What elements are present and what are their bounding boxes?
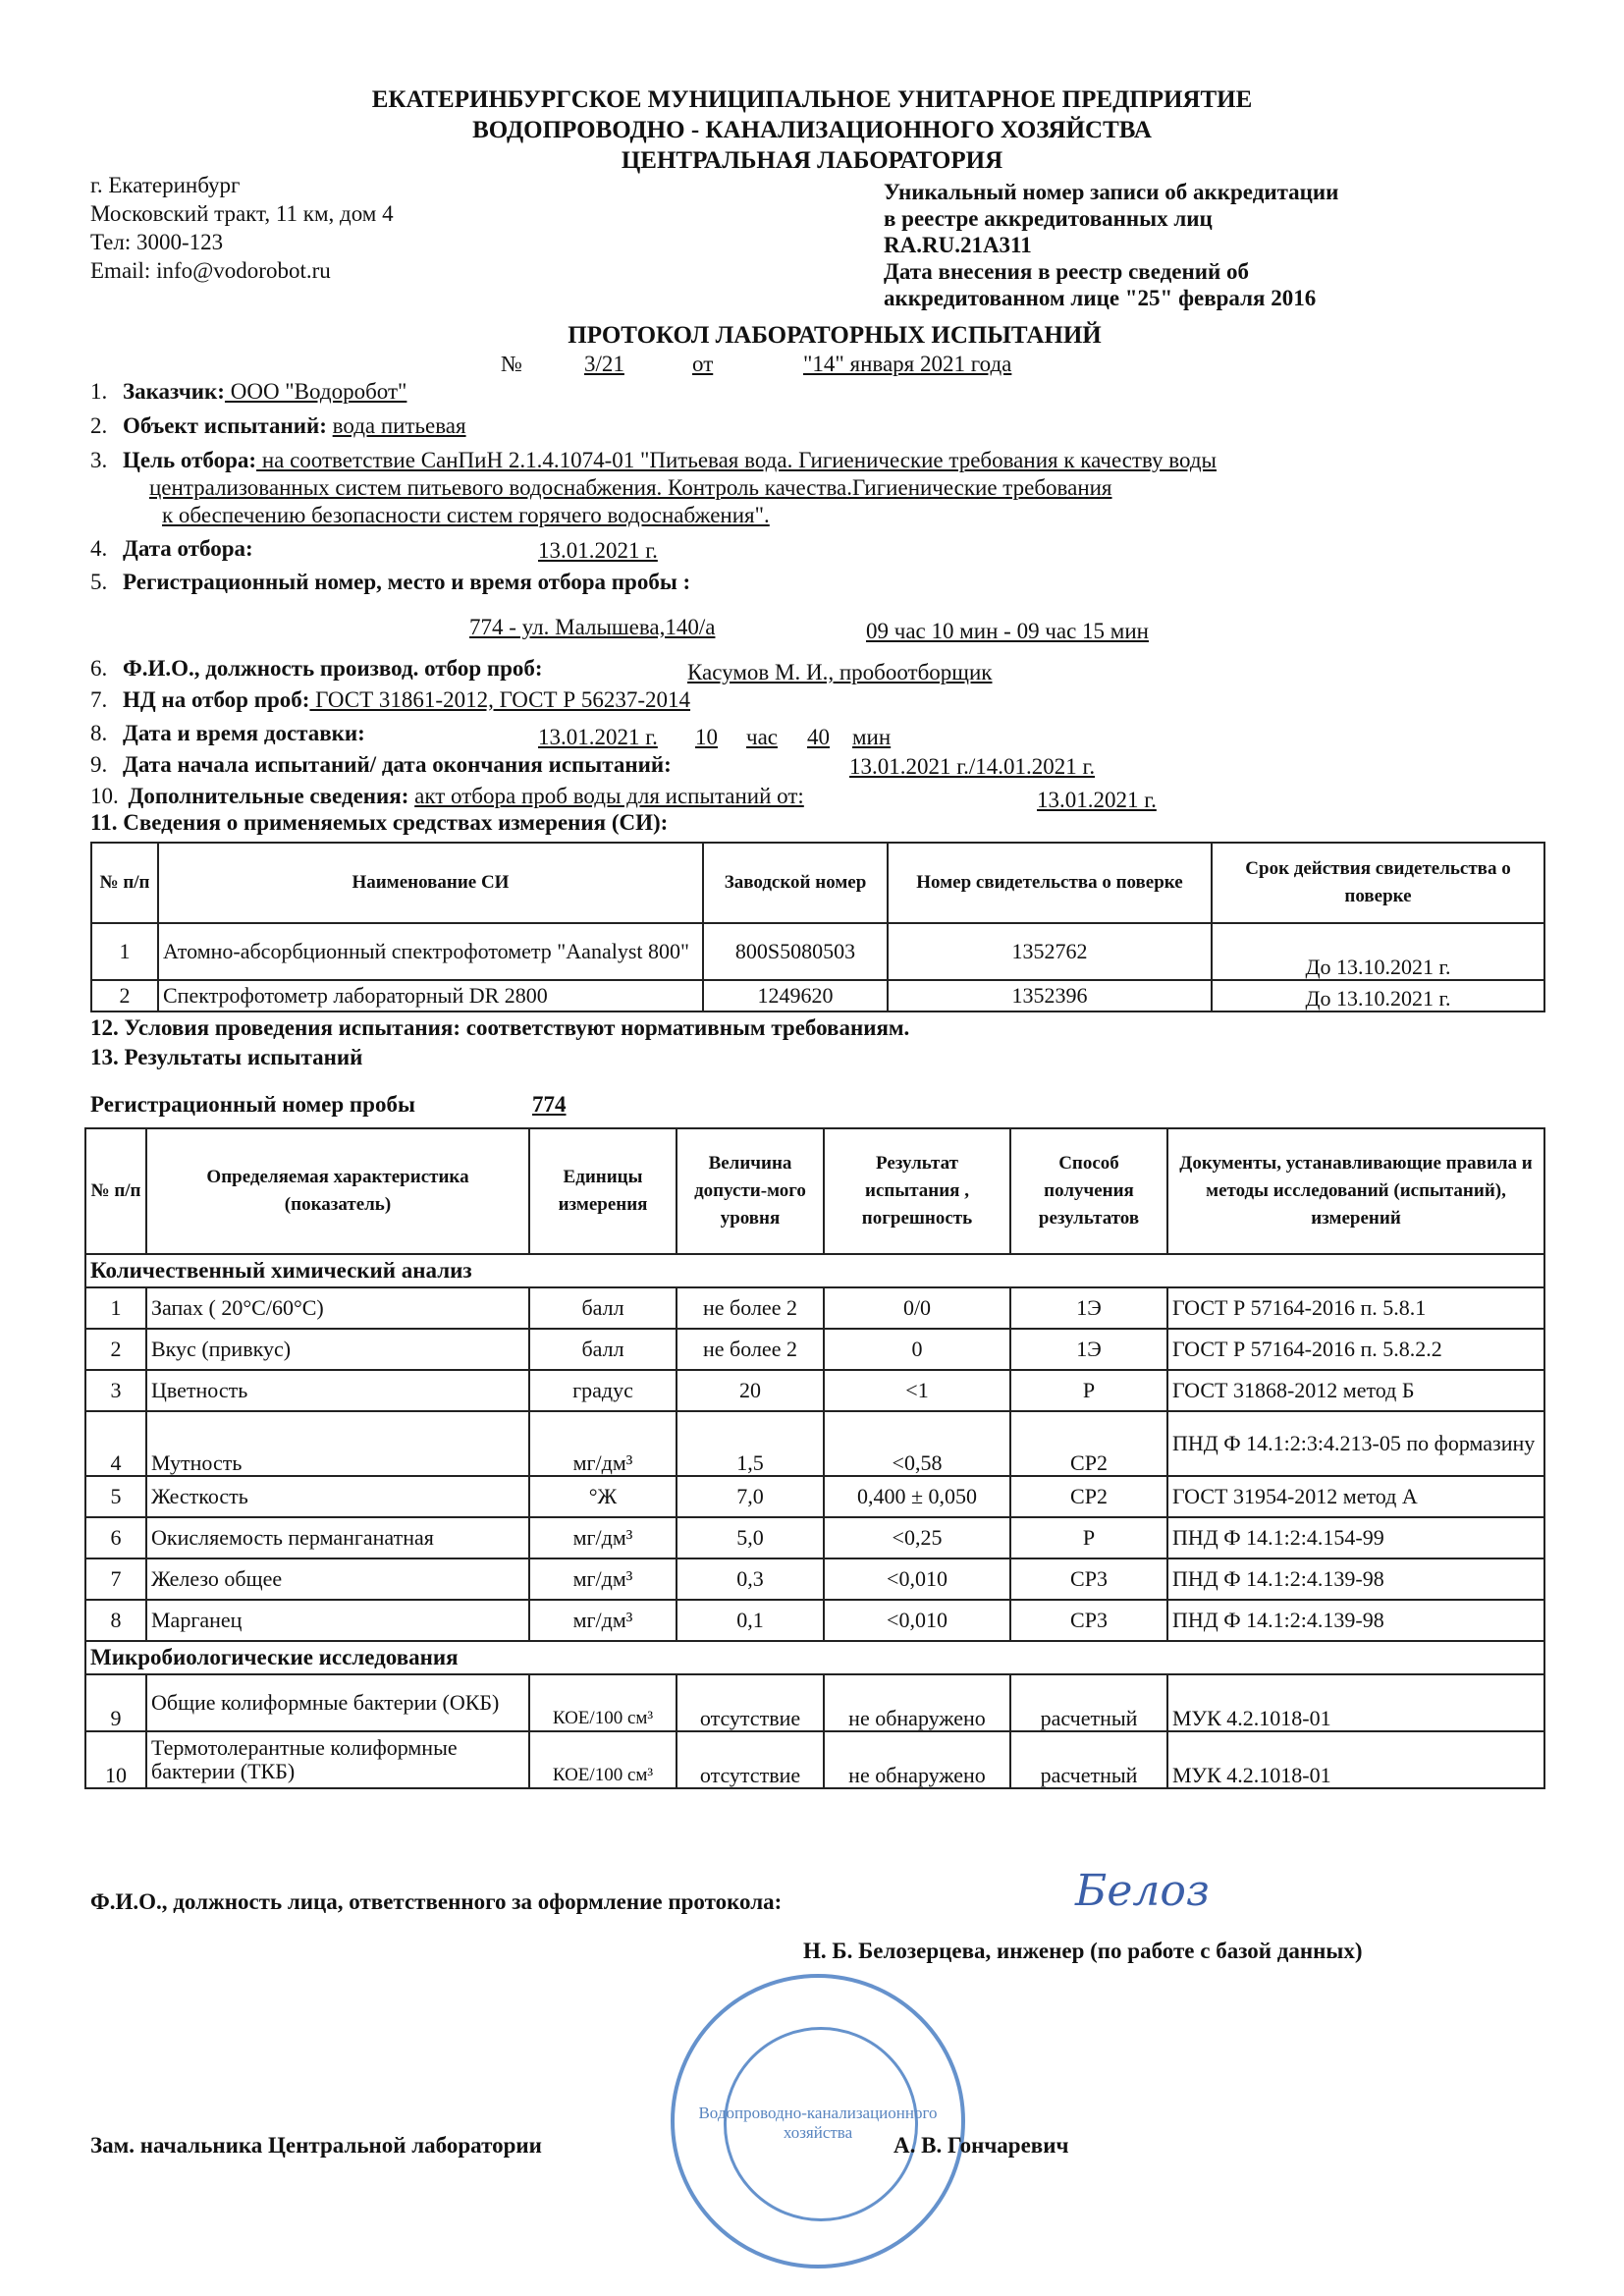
row-result: <0,58 bbox=[824, 1411, 1010, 1476]
address-city: г. Екатеринбург bbox=[90, 173, 241, 197]
si-header-name: Наименование СИ bbox=[158, 843, 703, 923]
item-5-num: 5. bbox=[90, 570, 108, 594]
item-5-num-value: 774 bbox=[469, 615, 504, 639]
sample-number-label: Регистрационный номер пробы bbox=[90, 1092, 415, 1117]
item-3-value-line3: к обеспечению безопасности систем горячего водоснабжения". bbox=[162, 503, 770, 527]
si-row-num: 2 bbox=[91, 980, 158, 1011]
address-phone: Тел: 3000-123 bbox=[90, 230, 224, 254]
item-6-num: 6. bbox=[90, 656, 108, 681]
org-name: ЕКАТЕРИНБУРГСКОЕ МУНИЦИПАЛЬНОЕ УНИТАРНОЕ ПРЕДПРИЯТИЕ bbox=[371, 86, 1253, 113]
item-4 bbox=[90, 536, 253, 562]
row-limit: 5,0 bbox=[677, 1517, 824, 1558]
row-name: Термотолерантные колиформные бактерии (ТКБ) bbox=[146, 1731, 529, 1788]
row-method: расчетный bbox=[1010, 1674, 1167, 1731]
section-microbiology: Микробиологические исследования bbox=[85, 1641, 1544, 1674]
accreditation-block bbox=[884, 179, 1338, 311]
row-method: 1Э bbox=[1010, 1287, 1167, 1329]
row-limit: не более 2 bbox=[677, 1329, 824, 1370]
row-result: <0,010 bbox=[824, 1558, 1010, 1600]
row-unit: °Ж bbox=[529, 1476, 677, 1517]
org-subtitle: ВОДОПРОВОДНО - КАНАЛИЗАЦИОННОГО ХОЗЯЙСТВА bbox=[472, 117, 1152, 143]
lab-stamp bbox=[671, 1974, 965, 2269]
si-row-name: Атомно-абсорбционный спектрофотометр "Aanalyst 800" bbox=[158, 923, 703, 980]
table-row bbox=[85, 1370, 1544, 1411]
item-7-num: 7. bbox=[90, 687, 108, 712]
item-4-num: 4. bbox=[90, 536, 108, 561]
table-row bbox=[85, 1287, 1544, 1329]
item-10-value: акт отбора проб воды для испытаний от: bbox=[414, 784, 804, 808]
item-6-label: Ф.И.О., должность производ. отбор проб: bbox=[123, 656, 543, 681]
row-doc: ПНД Ф 14.1:2:3:4.213-05 по формазину bbox=[1167, 1411, 1544, 1476]
item-5 bbox=[90, 570, 690, 595]
protocol-date: "14" января 2021 года bbox=[803, 352, 1012, 376]
row-doc: ГОСТ 31868-2012 метод Б bbox=[1167, 1370, 1544, 1411]
row-num: 8 bbox=[85, 1600, 146, 1641]
row-name: Жесткость bbox=[146, 1476, 529, 1517]
row-num: 6 bbox=[85, 1517, 146, 1558]
item-1-label: Заказчик: bbox=[123, 379, 225, 404]
item-7 bbox=[90, 687, 690, 713]
row-unit: КОЕ/100 см³ bbox=[529, 1731, 677, 1788]
responsible-label: Ф.И.О., должность лица, ответственного за оформление протокола: bbox=[90, 1889, 783, 1914]
row-method: СР2 bbox=[1010, 1476, 1167, 1517]
row-unit: мг/дм³ bbox=[529, 1558, 677, 1600]
si-row-cert: 1352762 bbox=[888, 923, 1212, 980]
table-row bbox=[85, 1329, 1544, 1370]
lab-name: ЦЕНТРАЛЬНАЯ ЛАБОРАТОРИЯ bbox=[621, 147, 1003, 174]
deputy-label: Зам. начальника Центральной лаборатории bbox=[90, 2133, 542, 2158]
row-name: Вкус (привкус) bbox=[146, 1329, 529, 1370]
address-block bbox=[90, 171, 394, 285]
row-num: 2 bbox=[85, 1329, 146, 1370]
item-3-num: 3. bbox=[90, 448, 108, 472]
si-row-validity: До 13.10.2021 г. bbox=[1212, 923, 1544, 980]
results-header-characteristic: Определяемая характеристика (показатель) bbox=[146, 1128, 529, 1254]
item-1-num: 1. bbox=[90, 379, 108, 404]
accreditation-line2: в реестре аккредитованных лиц bbox=[884, 206, 1213, 231]
row-result: не обнаружено bbox=[824, 1674, 1010, 1731]
row-doc: ГОСТ Р 57164-2016 п. 5.8.1 bbox=[1167, 1287, 1544, 1329]
row-method: расчетный bbox=[1010, 1731, 1167, 1788]
item-4-label: Дата отбора: bbox=[123, 536, 253, 561]
section-chemical: Количественный химический анализ bbox=[85, 1254, 1544, 1287]
accreditation-number: RA.RU.21A311 bbox=[884, 233, 1032, 257]
row-doc: ПНД Ф 14.1:2:4.154-99 bbox=[1167, 1517, 1544, 1558]
row-doc: ПНД Ф 14.1:2:4.139-98 bbox=[1167, 1558, 1544, 1600]
item-5-label: Регистрационный номер, место и время отбора пробы : bbox=[123, 570, 691, 594]
row-method: СР3 bbox=[1010, 1558, 1167, 1600]
item-1-value: ООО "Водоробот" bbox=[224, 379, 407, 404]
accreditation-line1: Уникальный номер записи об аккредитации bbox=[884, 180, 1339, 204]
item-5-sample-number bbox=[469, 615, 715, 640]
results-header-limit: Величина допусти-мого уровня bbox=[677, 1128, 824, 1254]
protocol-from-label: от bbox=[692, 352, 714, 376]
item-6 bbox=[90, 656, 543, 682]
si-row-validity: До 13.10.2021 г. bbox=[1212, 980, 1544, 1011]
signature-belozertseva: Белоз bbox=[1075, 1866, 1210, 1916]
item-10-num: 10. bbox=[90, 784, 119, 808]
row-doc: МУК 4.2.1018-01 bbox=[1167, 1731, 1544, 1788]
item-3-value-line2: централизованных систем питьевого водоснабжения. Контроль качества.Гигиенические требования bbox=[149, 475, 1112, 500]
item-8-date: 13.01.2021 г. bbox=[538, 725, 658, 749]
row-result: <1 bbox=[824, 1370, 1010, 1411]
row-unit: КОЕ/100 см³ bbox=[529, 1674, 677, 1731]
row-num: 10 bbox=[85, 1731, 146, 1788]
item-10 bbox=[90, 784, 804, 809]
item-2-value: вода питьевая bbox=[332, 413, 466, 438]
item-2-num: 2. bbox=[90, 413, 108, 438]
row-unit: градус bbox=[529, 1370, 677, 1411]
item-9-value: 13.01.2021 г./14.01.2021 г. bbox=[849, 754, 1096, 779]
item-13: 13. Результаты испытаний bbox=[90, 1045, 363, 1069]
item-8-minutes: 40 bbox=[807, 725, 830, 749]
section-row bbox=[85, 1641, 1544, 1674]
row-num: 9 bbox=[85, 1674, 146, 1731]
row-unit: мг/дм³ bbox=[529, 1517, 677, 1558]
table-row bbox=[85, 1600, 1544, 1641]
si-row-serial: 1249620 bbox=[703, 980, 888, 1011]
row-name: Мутность bbox=[146, 1411, 529, 1476]
sample-number-value: 774 bbox=[532, 1092, 567, 1117]
item-3-label: Цель отбора: bbox=[123, 448, 257, 472]
results-table bbox=[84, 1127, 1545, 1789]
item-8-hours-label: час bbox=[746, 725, 778, 749]
row-num: 3 bbox=[85, 1370, 146, 1411]
si-header-cert: Номер свидетельства о поверке bbox=[888, 843, 1212, 923]
row-num: 4 bbox=[85, 1411, 146, 1476]
row-limit: отсутствие bbox=[677, 1731, 824, 1788]
item-5-time: 09 час 10 мин - 09 час 15 мин bbox=[866, 619, 1149, 643]
row-unit: балл bbox=[529, 1329, 677, 1370]
si-header-validity: Срок действия свидетельства о поверке bbox=[1212, 843, 1544, 923]
row-method: Р bbox=[1010, 1370, 1167, 1411]
row-unit: мг/дм³ bbox=[529, 1600, 677, 1641]
row-limit: 7,0 bbox=[677, 1476, 824, 1517]
row-limit: 0,1 bbox=[677, 1600, 824, 1641]
protocol-title: ПРОТОКОЛ ЛАБОРАТОРНЫХ ИСПЫТАНИЙ bbox=[568, 322, 1102, 349]
row-method: СР2 bbox=[1010, 1411, 1167, 1476]
item-9-label: Дата начала испытаний/ дата окончания испытаний: bbox=[123, 752, 672, 777]
row-doc: ПНД Ф 14.1:2:4.139-98 bbox=[1167, 1600, 1544, 1641]
item-8-hours: 10 bbox=[695, 725, 718, 749]
row-limit: не более 2 bbox=[677, 1287, 824, 1329]
address-street: Московский тракт, 11 км, дом 4 bbox=[90, 201, 394, 226]
item-12: 12. Условия проведения испытания: соответствуют нормативным требованиям. bbox=[90, 1015, 910, 1040]
table-row bbox=[85, 1476, 1544, 1517]
item-10-date: 13.01.2021 г. bbox=[1037, 788, 1157, 812]
section-row bbox=[85, 1254, 1544, 1287]
item-9 bbox=[90, 752, 672, 778]
accreditation-line5: аккредитованном лице "25" февраля 2016 bbox=[884, 286, 1317, 310]
row-result: 0 bbox=[824, 1329, 1010, 1370]
row-result: 0/0 bbox=[824, 1287, 1010, 1329]
row-doc: ГОСТ Р 57164-2016 п. 5.8.2.2 bbox=[1167, 1329, 1544, 1370]
si-row-serial: 800S5080503 bbox=[703, 923, 888, 980]
row-name: Запах ( 20°С/60°С) bbox=[146, 1287, 529, 1329]
table-row bbox=[91, 923, 1544, 980]
si-table-header bbox=[91, 843, 1544, 923]
row-result: не обнаружено bbox=[824, 1731, 1010, 1788]
item-2 bbox=[90, 413, 466, 439]
item-5-place: - ул. Малышева,140/а bbox=[503, 615, 716, 639]
table-row bbox=[85, 1411, 1544, 1476]
row-num: 1 bbox=[85, 1287, 146, 1329]
table-row bbox=[85, 1517, 1544, 1558]
responsible-name: Н. Б. Белозерцева, инженер (по работе с базой данных) bbox=[803, 1939, 1363, 1963]
row-unit: балл bbox=[529, 1287, 677, 1329]
accreditation-line4: Дата внесения в реестр сведений об bbox=[884, 259, 1249, 284]
item-9-num: 9. bbox=[90, 752, 108, 777]
row-unit: мг/дм³ bbox=[529, 1411, 677, 1476]
results-table-header bbox=[85, 1128, 1544, 1254]
row-num: 7 bbox=[85, 1558, 146, 1600]
row-name: Железо общее bbox=[146, 1558, 529, 1600]
results-header-num: № п/п bbox=[85, 1128, 146, 1254]
table-row bbox=[85, 1558, 1544, 1600]
row-method: Р bbox=[1010, 1517, 1167, 1558]
si-row-num: 1 bbox=[91, 923, 158, 980]
row-limit: 20 bbox=[677, 1370, 824, 1411]
item-4-value: 13.01.2021 г. bbox=[538, 538, 658, 563]
table-row bbox=[91, 980, 1544, 1011]
item-8-label: Дата и время доставки: bbox=[123, 721, 365, 745]
item-3 bbox=[90, 448, 1217, 473]
item-10-label: Дополнительные сведения: bbox=[128, 784, 409, 808]
item-8 bbox=[90, 721, 365, 746]
results-header-method: Способ получения результатов bbox=[1010, 1128, 1167, 1254]
row-name: Марганец bbox=[146, 1600, 529, 1641]
si-header-serial: Заводской номер bbox=[703, 843, 888, 923]
protocol-number: 3/21 bbox=[584, 352, 624, 376]
row-result: 0,400 ± 0,050 bbox=[824, 1476, 1010, 1517]
row-method: 1Э bbox=[1010, 1329, 1167, 1370]
table-row bbox=[85, 1674, 1544, 1731]
results-header-result: Результат испытания , погрешность bbox=[824, 1128, 1010, 1254]
results-header-units: Единицы измерения bbox=[529, 1128, 677, 1254]
item-8-num: 8. bbox=[90, 721, 108, 745]
row-doc: МУК 4.2.1018-01 bbox=[1167, 1674, 1544, 1731]
address-email: Email: info@vodorobot.ru bbox=[90, 258, 331, 283]
si-table bbox=[90, 842, 1545, 1012]
row-limit: отсутствие bbox=[677, 1674, 824, 1731]
protocol-no-label: № bbox=[501, 352, 522, 376]
row-method: СР3 bbox=[1010, 1600, 1167, 1641]
si-header-num: № п/п bbox=[91, 843, 158, 923]
results-header-documents: Документы, устанавливающие правила и методы исследований (испытаний), измерений bbox=[1167, 1128, 1544, 1254]
row-name: Цветность bbox=[146, 1370, 529, 1411]
row-result: <0,25 bbox=[824, 1517, 1010, 1558]
item-7-value: ГОСТ 31861-2012, ГОСТ Р 56237-2014 bbox=[309, 687, 691, 712]
row-limit: 0,3 bbox=[677, 1558, 824, 1600]
row-limit: 1,5 bbox=[677, 1411, 824, 1476]
row-name: Общие колиформные бактерии (ОКБ) bbox=[146, 1674, 529, 1731]
item-7-label: НД на отбор проб: bbox=[123, 687, 310, 712]
table-row bbox=[85, 1731, 1544, 1788]
item-1 bbox=[90, 379, 406, 405]
item-6-value: Касумов М. И., пробоотборщик bbox=[687, 660, 993, 684]
row-num: 5 bbox=[85, 1476, 146, 1517]
si-row-cert: 1352396 bbox=[888, 980, 1212, 1011]
stamp-text: Водопроводно-канализационного хозяйства bbox=[698, 2104, 938, 2142]
row-name: Окисляемость перманганатная bbox=[146, 1517, 529, 1558]
row-result: <0,010 bbox=[824, 1600, 1010, 1641]
item-8-minutes-label: мин bbox=[852, 725, 892, 749]
row-doc: ГОСТ 31954-2012 метод А bbox=[1167, 1476, 1544, 1517]
deputy-name: А. В. Гончаревич bbox=[893, 2133, 1069, 2158]
item-3-value-line1: на соответствие СанПиН 2.1.4.1074-01 "Питьевая вода. Гигиенические требования к качеству воды bbox=[256, 448, 1218, 472]
item-2-label: Объект испытаний: bbox=[123, 413, 327, 438]
item-11: 11. Сведения о применяемых средствах измерения (СИ): bbox=[90, 810, 669, 835]
si-row-name: Спектрофотометр лабораторный DR 2800 bbox=[158, 980, 703, 1011]
